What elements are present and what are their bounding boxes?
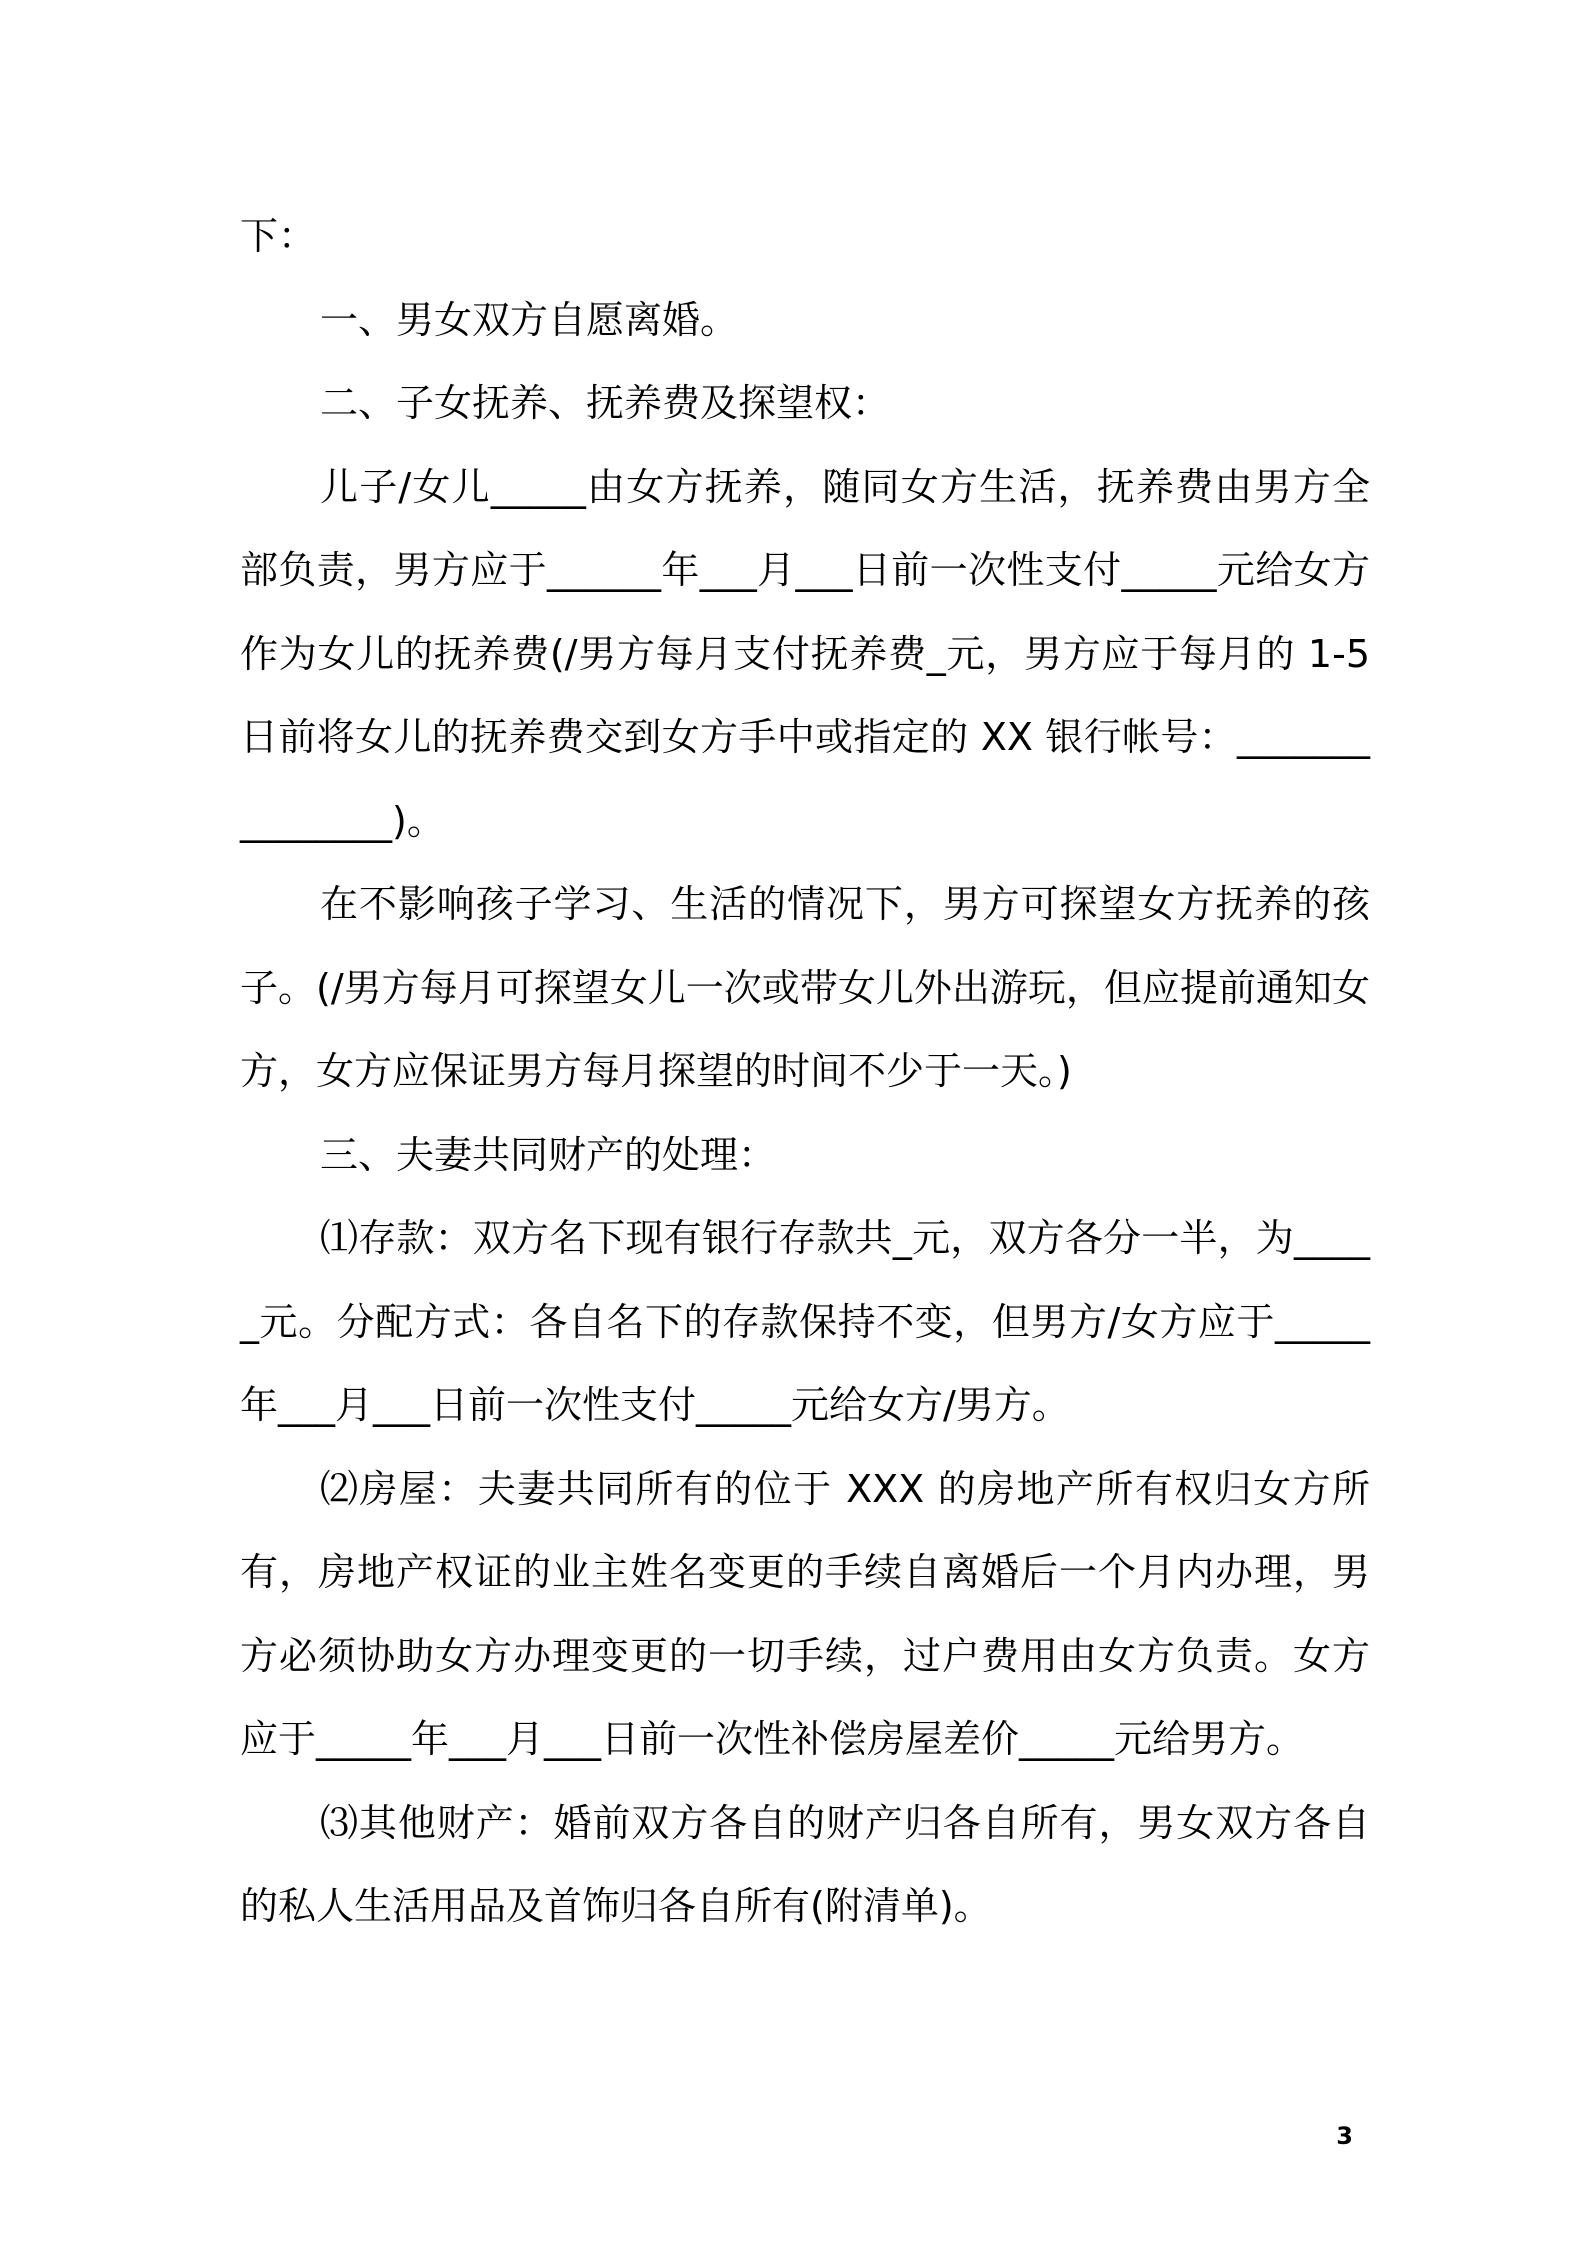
paragraph-clause-2-heading: 二、子女抚养、抚养费及探望权： <box>320 381 891 425</box>
document-body <box>240 195 1370 1949</box>
paragraph-visitation: 在不影响孩子学习、生活的情况下，男方可探望女方抚养的孩子。(/男方每月可探望女儿一次或带女儿外出游玩，但应提前通知女方，女方应保证男方每月探望的时间不少于一天。) <box>240 882 1370 1093</box>
paragraph-deposits: ⑴存款：双方名下现有银行存款共_元，双方各分一半，为_____元。分配方式：各自名下的存款保持不变，但男方/女方应于_____年___月___日前一次性支付_____元给女方/男方。 <box>240 1216 1370 1427</box>
paragraph-child-support: 儿子/女儿_____由女方抚养，随同女方生活，抚养费由男方全部负责，男方应于______年___月___日前一次性支付_____元给女方作为女儿的抚养费(/男方每月支付抚养费_元，男方应于每月的 1-5 日前将女儿的抚养费交到女方手中或指定的 XX 银行帐号：_______________)。 <box>240 464 1370 843</box>
paragraph-clause-1: 一、男女双方自愿离婚。 <box>320 297 739 342</box>
paragraph-housing: ⑵房屋：夫妻共同所有的位于 XXX 的房地产所有权归女方所有，房地产权证的业主姓名变更的手续自离婚后一个月内办理，男方必须协助女方办理变更的一切手续，过户费用由女方负责。女方应于_____年___月___日前一次性补偿房屋差价_____元给男方。 <box>240 1466 1370 1761</box>
paragraph-continuation: 下： <box>240 214 317 258</box>
page-number: 3 <box>1336 2122 1353 2150</box>
paragraph-clause-3-heading: 三、夫妻共同财产的处理： <box>320 1132 777 1177</box>
paragraph-other-property: ⑶其他财产：婚前双方各自的财产归各自所有，男女双方各自的私人生活用品及首饰归各自所有(附清单)。 <box>240 1800 1370 1928</box>
